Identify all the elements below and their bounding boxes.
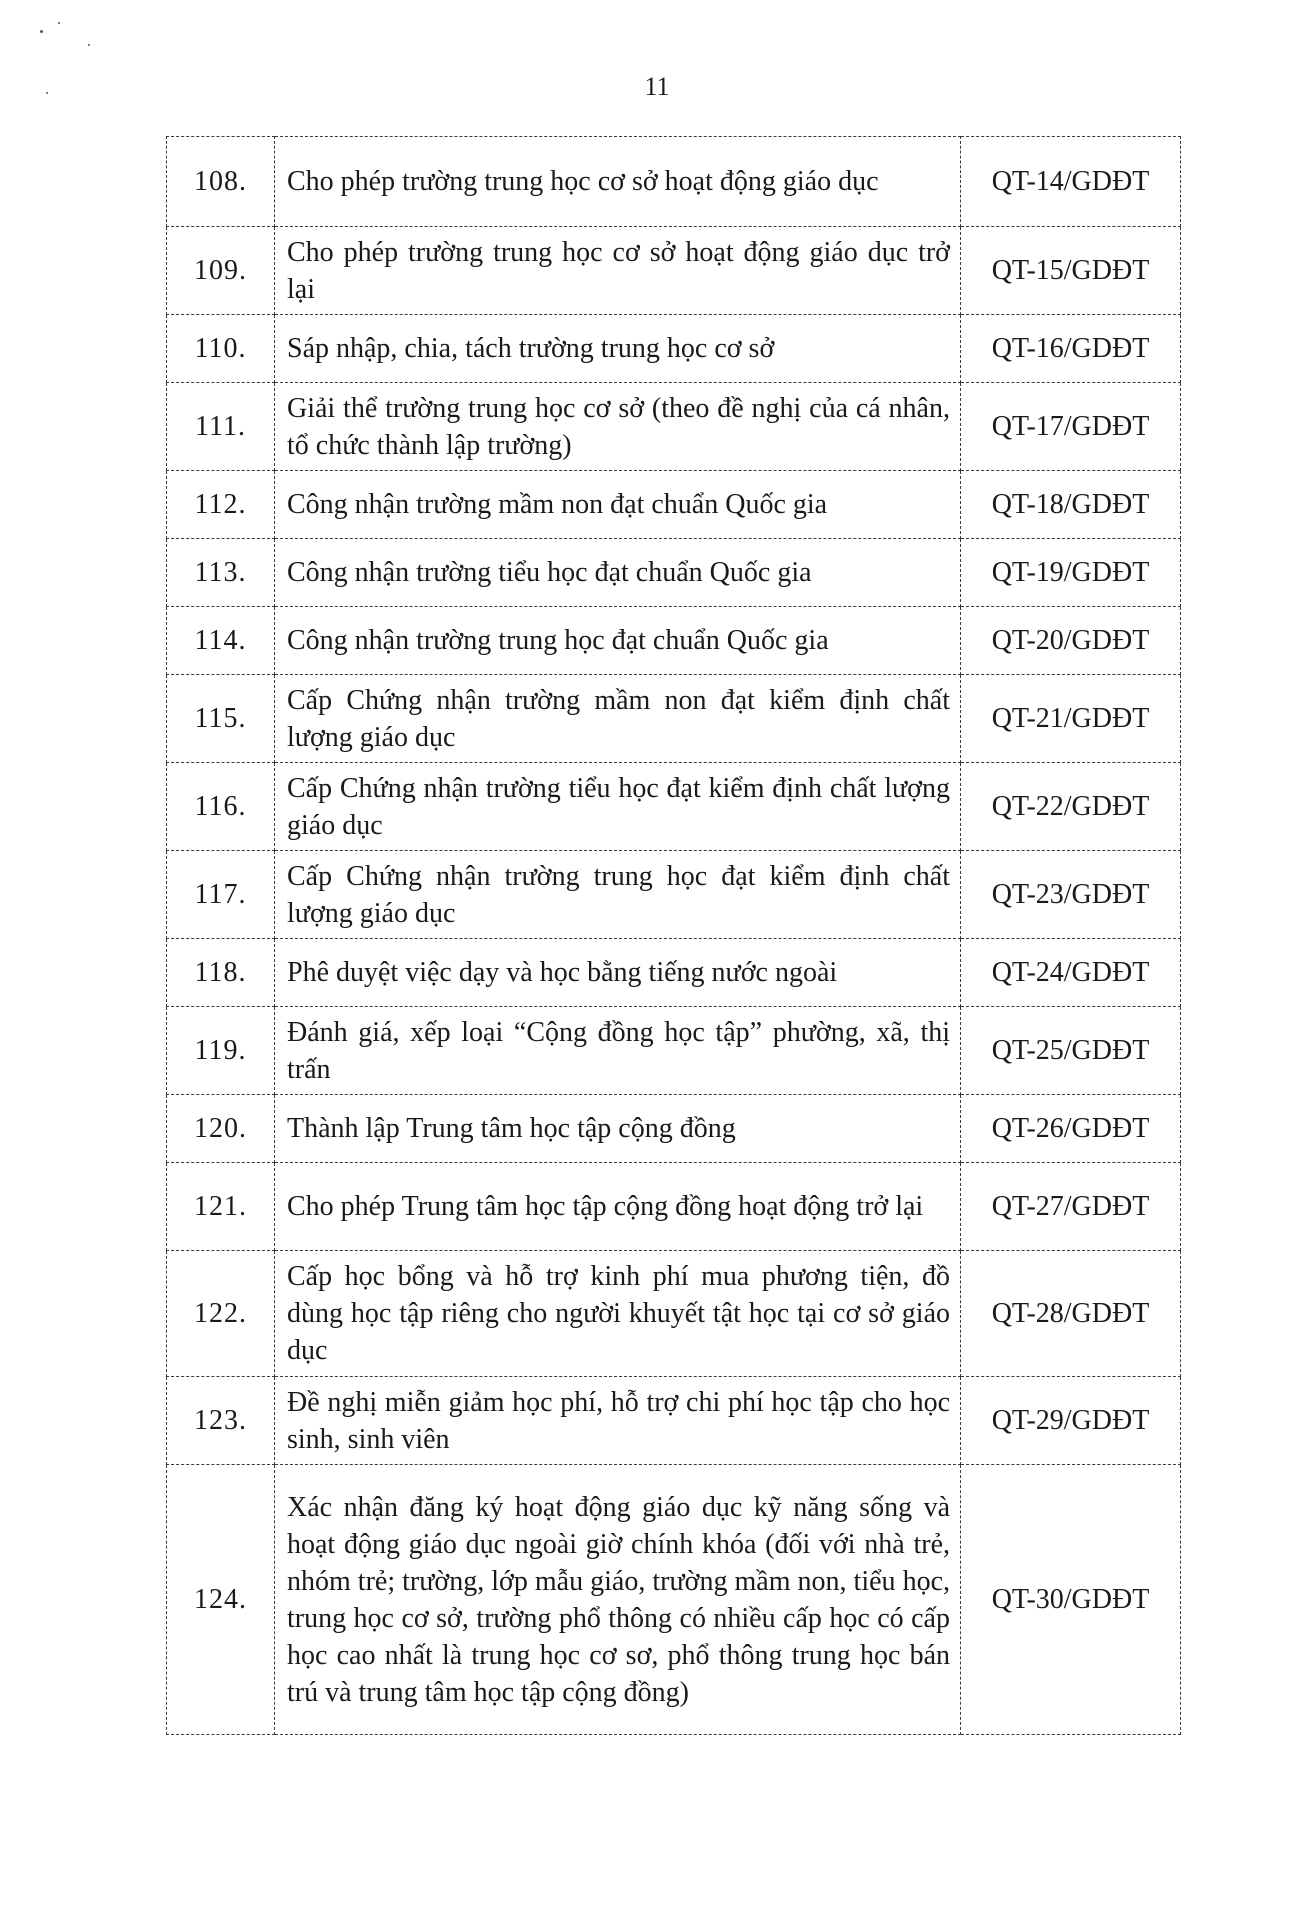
table-row	[167, 1007, 1181, 1095]
table-row	[167, 1251, 1181, 1377]
procedure-name: Thành lập Trung tâm học tập cộng đồng	[275, 1095, 961, 1163]
table-row	[167, 227, 1181, 315]
procedure-code: QT-16/GDĐT	[961, 315, 1181, 383]
table-row	[167, 607, 1181, 675]
scan-speck	[40, 30, 43, 33]
procedure-name: Phê duyệt việc dạy và học bằng tiếng nước ngoài	[275, 939, 961, 1007]
row-number: 121.	[167, 1163, 275, 1251]
procedure-code: QT-22/GDĐT	[961, 763, 1181, 851]
row-number: 116.	[167, 763, 275, 851]
row-number: 111.	[167, 383, 275, 471]
procedure-name: Đánh giá, xếp loại “Cộng đồng học tập” phường, xã, thị trấn	[275, 1007, 961, 1095]
table-row	[167, 939, 1181, 1007]
row-number: 123.	[167, 1377, 275, 1465]
row-number: 114.	[167, 607, 275, 675]
procedure-name: Giải thể trường trung học cơ sở (theo đề nghị của cá nhân, tổ chức thành lập trường)	[275, 383, 961, 471]
procedure-code: QT-27/GDĐT	[961, 1163, 1181, 1251]
procedure-name: Cấp học bổng và hỗ trợ kinh phí mua phương tiện, đồ dùng học tập riêng cho người khuyết tật học tại cơ sở giáo dục	[275, 1251, 961, 1377]
scan-speck	[88, 44, 90, 46]
procedure-code: QT-14/GDĐT	[961, 137, 1181, 227]
procedure-name: Cho phép trường trung học cơ sở hoạt động giáo dục trở lại	[275, 227, 961, 315]
table-row	[167, 539, 1181, 607]
procedure-name: Cho phép trường trung học cơ sở hoạt động giáo dục	[275, 137, 961, 227]
table-row	[167, 1465, 1181, 1735]
row-number: 113.	[167, 539, 275, 607]
table-row	[167, 471, 1181, 539]
procedure-code: QT-17/GDĐT	[961, 383, 1181, 471]
procedure-name: Công nhận trường trung học đạt chuẩn Quốc gia	[275, 607, 961, 675]
row-number: 109.	[167, 227, 275, 315]
row-number: 117.	[167, 851, 275, 939]
table-row	[167, 137, 1181, 227]
procedure-code: QT-24/GDĐT	[961, 939, 1181, 1007]
row-number: 112.	[167, 471, 275, 539]
page-number: 11	[644, 72, 670, 101]
row-number: 118.	[167, 939, 275, 1007]
procedure-name: Cấp Chứng nhận trường mầm non đạt kiểm định chất lượng giáo dục	[275, 675, 961, 763]
row-number: 122.	[167, 1251, 275, 1377]
procedure-code: QT-20/GDĐT	[961, 607, 1181, 675]
table-row	[167, 1377, 1181, 1465]
procedure-code: QT-28/GDĐT	[961, 1251, 1181, 1377]
table-row	[167, 1095, 1181, 1163]
row-number: 110.	[167, 315, 275, 383]
procedure-name: Công nhận trường tiểu học đạt chuẩn Quốc gia	[275, 539, 961, 607]
procedure-code: QT-15/GDĐT	[961, 227, 1181, 315]
row-number: 120.	[167, 1095, 275, 1163]
table-row	[167, 851, 1181, 939]
procedure-name: Sáp nhập, chia, tách trường trung học cơ sở	[275, 315, 961, 383]
row-number: 115.	[167, 675, 275, 763]
row-number: 124.	[167, 1465, 275, 1735]
procedure-code: QT-23/GDĐT	[961, 851, 1181, 939]
procedure-name: Đề nghị miễn giảm học phí, hỗ trợ chi phí học tập cho học sinh, sinh viên	[275, 1377, 961, 1465]
procedure-name: Cho phép Trung tâm học tập cộng đồng hoạt động trở lại	[275, 1163, 961, 1251]
procedure-code: QT-18/GDĐT	[961, 471, 1181, 539]
procedure-code: QT-26/GDĐT	[961, 1095, 1181, 1163]
table-row	[167, 1163, 1181, 1251]
procedure-table	[166, 136, 1181, 1735]
table-row	[167, 315, 1181, 383]
procedure-name: Cấp Chứng nhận trường trung học đạt kiểm định chất lượng giáo dục	[275, 851, 961, 939]
row-number: 119.	[167, 1007, 275, 1095]
procedure-code: QT-25/GDĐT	[961, 1007, 1181, 1095]
procedure-code: QT-21/GDĐT	[961, 675, 1181, 763]
procedure-code: QT-29/GDĐT	[961, 1377, 1181, 1465]
procedure-name: Công nhận trường mầm non đạt chuẩn Quốc gia	[275, 471, 961, 539]
procedure-code: QT-19/GDĐT	[961, 539, 1181, 607]
table-row	[167, 763, 1181, 851]
scan-speck	[58, 22, 60, 24]
table-row	[167, 383, 1181, 471]
procedure-code: QT-30/GDĐT	[961, 1465, 1181, 1735]
table-row	[167, 675, 1181, 763]
procedure-name: Cấp Chứng nhận trường tiểu học đạt kiểm định chất lượng giáo dục	[275, 763, 961, 851]
procedure-name: Xác nhận đăng ký hoạt động giáo dục kỹ năng sống và hoạt động giáo dục ngoài giờ chính khóa (đối với nhà trẻ, nhóm trẻ; trường, lớp mẫu giáo, trường mầm non, tiểu học, trung học cơ sở, trường phổ thông có nhiều cấp học có cấp học cao nhất là trung học cơ sơ, phổ thông trung học bán trú và trung tâm học tập cộng đồng)	[275, 1465, 961, 1735]
row-number: 108.	[167, 137, 275, 227]
